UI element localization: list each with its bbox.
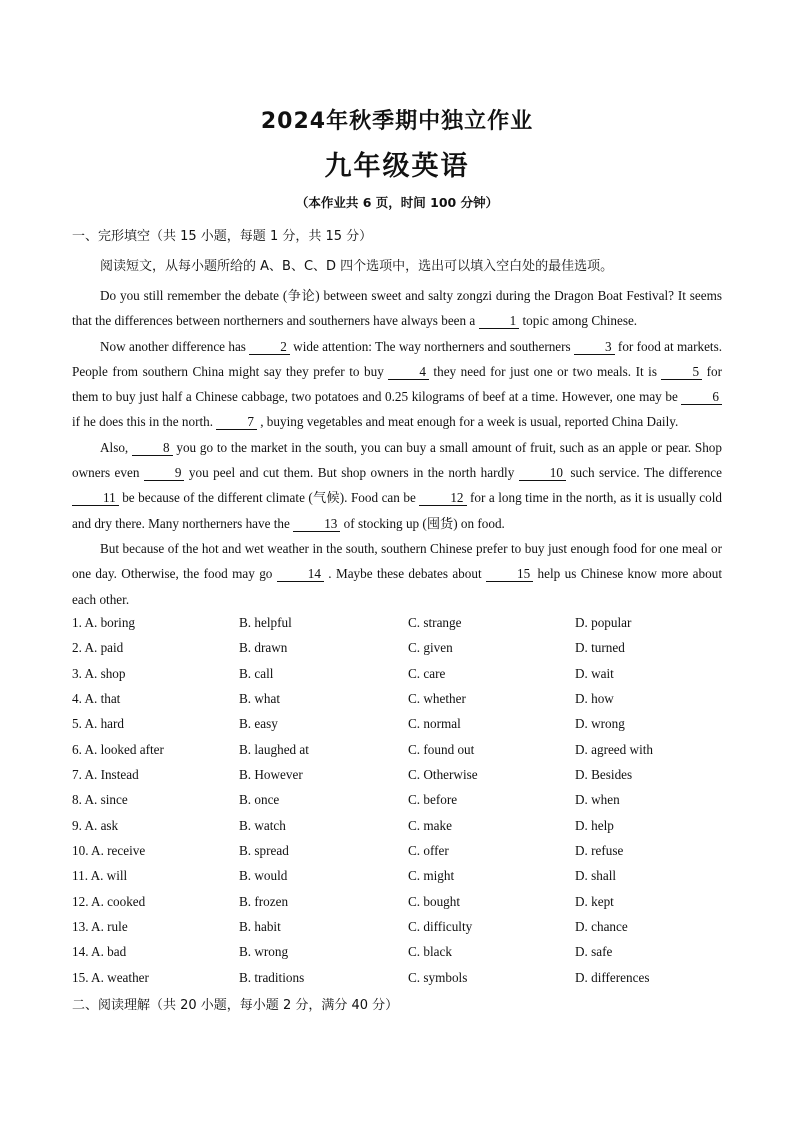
option-9-a: 9. A. ask bbox=[72, 817, 119, 833]
option-4-b: B. what bbox=[239, 691, 281, 707]
option-12-b: B. frozen bbox=[239, 893, 289, 909]
option-14-b: B. wrong bbox=[239, 944, 289, 960]
blank-7: 7 bbox=[216, 414, 257, 430]
blank-14: 14 bbox=[277, 566, 324, 582]
subject-title: 九年级英语 bbox=[324, 151, 470, 182]
option-15-b: B. traditions bbox=[239, 969, 305, 985]
option-row-14 bbox=[72, 940, 732, 965]
option-8-a: 8. A. since bbox=[72, 792, 128, 808]
blank-13: 13 bbox=[293, 516, 340, 532]
option-7-a: 7. A. Instead bbox=[72, 767, 139, 783]
answer-options bbox=[72, 611, 732, 991]
option-5-b: B. easy bbox=[239, 716, 278, 732]
option-2-c: C. given bbox=[408, 640, 453, 656]
option-11-c: C. might bbox=[408, 868, 455, 884]
option-10-a: 10. A. receive bbox=[72, 843, 146, 859]
section1-instruction: 阅读短文，从每小题所给的 A、B、C、D 四个选项中，选出可以填入空白处的最佳选项。 bbox=[100, 259, 614, 274]
cloze-passage bbox=[72, 283, 722, 612]
blank-10: 10 bbox=[519, 465, 566, 481]
option-10-b: B. spread bbox=[239, 843, 289, 859]
option-11-d: D. shall bbox=[575, 868, 617, 884]
blank-8: 8 bbox=[132, 440, 173, 456]
option-12-a: 12. A. cooked bbox=[72, 893, 146, 909]
option-14-d: D. safe bbox=[575, 944, 613, 960]
blank-2: 2 bbox=[249, 339, 290, 355]
blank-3: 3 bbox=[574, 339, 615, 355]
option-7-c: C. Otherwise bbox=[408, 767, 478, 783]
option-2-b: B. drawn bbox=[239, 640, 288, 656]
passage-paragraph-2: Now another difference has 2 wide attention: The way northerners and southerners 3 for food at markets. People from southern China might say they prefer to buy 4 they need for just one or two meals. It is 5 for them to buy just half a Chinese cabbage, two potatoes and 0.25 kilograms of beef at a time. However, one may be 6 if he does this in the north. 7 , buying vegetables and meat enough for a week is usual, reported China Daily. bbox=[72, 338, 723, 430]
option-row-13 bbox=[72, 915, 732, 940]
blank-9: 9 bbox=[144, 465, 185, 481]
option-15-a: 15. A. weather bbox=[72, 969, 149, 985]
option-row-5 bbox=[72, 712, 732, 737]
option-row-7 bbox=[72, 763, 732, 788]
option-15-c: C. symbols bbox=[408, 969, 468, 985]
option-6-a: 6. A. looked after bbox=[72, 741, 164, 757]
option-10-c: C. offer bbox=[408, 843, 449, 859]
option-1-b: B. helpful bbox=[239, 615, 292, 630]
option-row-8 bbox=[72, 788, 732, 813]
option-13-a: 13. A. rule bbox=[72, 919, 128, 935]
blank-6: 6 bbox=[681, 389, 722, 405]
option-12-d: D. kept bbox=[575, 893, 614, 909]
blank-11: 11 bbox=[72, 490, 119, 506]
option-5-d: D. wrong bbox=[575, 716, 625, 732]
option-row-3 bbox=[72, 662, 732, 687]
option-1-a: 1. A. boring bbox=[72, 615, 136, 630]
option-12-c: C. bought bbox=[408, 893, 461, 909]
option-row-15 bbox=[72, 966, 732, 991]
option-row-6 bbox=[72, 738, 732, 763]
option-6-c: C. found out bbox=[408, 741, 475, 757]
option-10-d: D. refuse bbox=[575, 843, 624, 859]
exam-title: 2024年秋季期中独立作业 bbox=[260, 109, 534, 134]
option-4-a: 4. A. that bbox=[72, 691, 121, 707]
option-9-b: B. watch bbox=[239, 817, 286, 833]
exam-note: （本作业共 6 页，时间 100 分钟） bbox=[295, 195, 499, 210]
option-7-d: D. Besides bbox=[575, 767, 633, 783]
option-11-a: 11. A. will bbox=[72, 868, 128, 884]
option-row-9 bbox=[72, 814, 732, 839]
option-3-d: D. wait bbox=[575, 665, 614, 681]
option-row-12 bbox=[72, 890, 732, 915]
option-1-d: D. popular bbox=[575, 615, 632, 630]
passage-paragraph-1: Do you still remember the debate (争论) between sweet and salty zongzi during the Dragon Boat Festival? It seems that the differences between northerners and southerners have always been a 1 topic among Chinese. bbox=[72, 288, 722, 329]
option-row-2 bbox=[72, 636, 732, 661]
option-4-d: D. how bbox=[575, 691, 614, 707]
option-5-c: C. normal bbox=[408, 716, 461, 732]
option-row-10 bbox=[72, 839, 732, 864]
blank-5: 5 bbox=[661, 364, 702, 380]
option-14-c: C. black bbox=[408, 944, 452, 960]
section1-heading: 一、完形填空（共 15 小题，每题 1 分，共 15 分） bbox=[72, 229, 373, 244]
option-15-d: D. differences bbox=[575, 969, 650, 985]
option-row-1 bbox=[72, 611, 732, 636]
option-5-a: 5. A. hard bbox=[72, 716, 125, 732]
option-1-c: C. strange bbox=[408, 615, 462, 630]
option-14-a: 14. A. bad bbox=[72, 944, 127, 960]
option-8-b: B. once bbox=[239, 792, 280, 808]
option-row-4 bbox=[72, 687, 732, 712]
blank-4: 4 bbox=[388, 364, 429, 380]
option-3-a: 3. A. shop bbox=[72, 665, 126, 681]
option-11-b: B. would bbox=[239, 868, 288, 884]
blank-1: 1 bbox=[479, 313, 520, 329]
option-row-11 bbox=[72, 864, 732, 889]
option-9-d: D. help bbox=[575, 817, 614, 833]
passage-paragraph-3: Also, 8 you go to the market in the south, you can buy a small amount of fruit, such as an apple or pear. Shop owners even 9 you peel and cut them. But shop owners in the north hardly 10 such service. The difference 11 be because of the different climate (气候). Food can be 12 for a long time in the north, as it is usually cold and dry there. Many northerners have the 13 of stocking up (囤货) on food. bbox=[72, 439, 723, 531]
option-8-c: C. before bbox=[408, 792, 458, 808]
option-3-b: B. call bbox=[239, 665, 274, 681]
option-8-d: D. when bbox=[575, 792, 620, 808]
option-3-c: C. care bbox=[408, 665, 446, 681]
blank-15: 15 bbox=[486, 566, 533, 582]
blank-12: 12 bbox=[419, 490, 466, 506]
option-9-c: C. make bbox=[408, 817, 452, 833]
option-2-a: 2. A. paid bbox=[72, 640, 124, 656]
option-6-d: D. agreed with bbox=[575, 741, 653, 757]
option-13-b: B. habit bbox=[239, 919, 281, 935]
option-6-b: B. laughed at bbox=[239, 741, 309, 757]
option-13-c: C. difficulty bbox=[408, 919, 473, 935]
option-4-c: C. whether bbox=[408, 691, 466, 707]
option-13-d: D. chance bbox=[575, 919, 628, 935]
option-2-d: D. turned bbox=[575, 640, 625, 656]
section2-heading: 二、阅读理解（共 20 小题，每小题 2 分，满分 40 分） bbox=[72, 998, 399, 1013]
passage-paragraph-4: But because of the hot and wet weather in the south, southern Chinese prefer to buy just enough food for one meal or one day. Otherwise, the food may go 14 . Maybe these debates about 15 help us Chinese know more about each other. bbox=[72, 540, 722, 607]
option-7-b: B. However bbox=[239, 767, 303, 783]
